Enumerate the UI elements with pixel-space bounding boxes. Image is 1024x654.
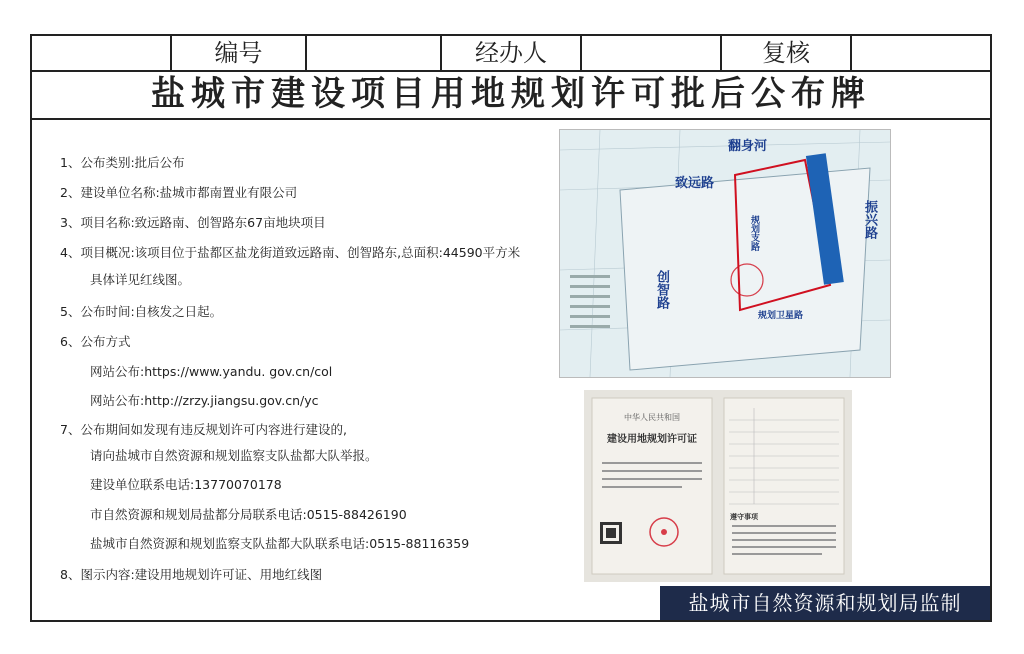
list-item: 具体详见红线图。 — [90, 272, 191, 287]
list-item: 7、公布期间如发现有违反规划许可内容进行建设的, — [60, 422, 347, 437]
list-item: 请向盐城市自然资源和规划监察支队盐都大队举报。 — [90, 448, 378, 463]
list-item: 4、项目概况:该项目位于盐都区盐龙街道致远路南、创智路东,总面积:44590平方米 — [60, 245, 521, 260]
redline-map-image — [559, 129, 891, 378]
map-label-zhenxing-road: 振兴路 — [862, 200, 877, 239]
map-label-chuangzhi-road: 创智路 — [654, 270, 669, 309]
map-label-branch-road: 规划支路 — [749, 215, 759, 251]
contact-bureau-phone: 市自然资源和规划局盐都分局联系电话:0515-88426190 — [90, 507, 407, 522]
header-review-label: 复核 — [722, 36, 852, 70]
notice-board — [30, 34, 992, 622]
header-review-value — [852, 36, 990, 70]
footer-supervisor: 盐城市自然资源和规划局监制 — [660, 586, 990, 620]
cert-name: 建设用地规划许可证 — [607, 434, 697, 445]
list-item: 2、建设单位名称:盐城市都南置业有限公司 — [60, 185, 298, 200]
header-number-label: 编号 — [172, 36, 307, 70]
website-link-yandu[interactable]: 网站公布:https://www.yandu. gov.cn/col — [90, 364, 333, 379]
header-row — [32, 36, 990, 72]
header-handler-label: 经办人 — [442, 36, 582, 70]
website-link-jiangsu[interactable]: 网站公布:http://zrzy.jiangsu.gov.cn/yc — [90, 393, 319, 408]
list-item: 6、公布方式 — [60, 334, 131, 349]
header-number-value — [307, 36, 442, 70]
map-label-satellite-road: 规划卫星路 — [758, 311, 804, 321]
list-item: 1、公布类别:批后公布 — [60, 155, 185, 170]
cert-country: 中华人民共和国 — [624, 413, 680, 422]
list-item: 5、公布时间:自核发之日起。 — [60, 304, 223, 319]
header-blank-cell-1 — [32, 36, 172, 70]
redline-map-drawing — [560, 130, 890, 377]
list-item: 3、项目名称:致远路南、创智路东67亩地块项目 — [60, 215, 326, 230]
map-label-river: 翻身河 — [728, 139, 768, 154]
list-item: 8、图示内容:建设用地规划许可证、用地红线图 — [60, 567, 323, 582]
contact-supervision-phone: 盐城市自然资源和规划监察支队盐都大队联系电话:0515-88116359 — [90, 536, 470, 551]
permit-certificate-image — [584, 390, 852, 582]
header-handler-value — [582, 36, 722, 70]
page-title: 盐城市建设项目用地规划许可批后公布牌 — [32, 70, 990, 120]
cert-notice-title: 遵守事项 — [730, 513, 758, 521]
contact-builder-phone: 建设单位联系电话:13770070178 — [90, 477, 282, 492]
map-label-zhiyuan-road: 致远路 — [675, 176, 715, 191]
